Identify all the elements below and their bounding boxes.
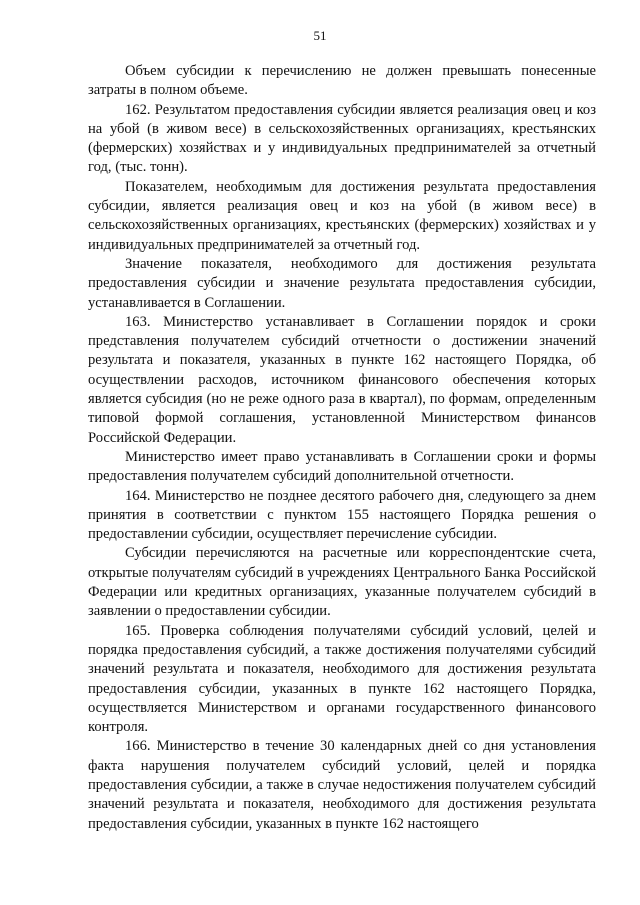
paragraph-166: 166. Министерство в течение 30 календарных дней со дня установления факта нарушения получателем субсидий условий, целей и порядка предоставления субсидии, а также в случае недостижения получателем субсидий значений результата и показателя, необходимого для достижения результата предоставления субсидии, указанных в пункте 162 настоящего [88,738,596,832]
paragraph-additional-reporting: Министерство имеет право устанавливать в Соглашении сроки и формы предоставления получателем субсидий дополнительной отчетности. [88,448,596,485]
document-body [88,62,596,834]
paragraph-165: 165. Проверка соблюдения получателями субсидий условий, целей и порядка предоставления субсидий, а также достижения получателями субсидий значений результата и показателя, необходимого для достижения результата предоставления субсидии, указанных в пункте 162 настоящего Порядка, осуществляется Министерством и органами государственного финансового контроля. [88,622,596,736]
page-number: 51 [313,28,327,43]
paragraph-indicator-value: Значение показателя, необходимого для достижения результата предоставления субсидии и значение результата предоставления субсидии, устанавливается в Соглашении. [88,255,596,311]
paragraph-164: 164. Министерство не позднее десятого рабочего дня, следующего за днем принятия в соответствии с пунктом 155 настоящего Порядка решения о предоставлении субсидии, осуществляет перечисление субсидии. [88,487,596,543]
paragraph-accounts: Субсидии перечисляются на расчетные или корреспондентские счета, открытые получателям субсидий в учреждениях Центрального Банка Российской Федерации или кредитных организациях, указанные получателем субсидий в заявлении о предоставлении субсидии. [88,545,596,620]
paragraph-indicator: Показателем, необходимым для достижения результата предоставления субсидии, является реализация овец и коз на убой (в живом весе) в сельскохозяйственных организациях, крестьянских (фермерских) хозяйствах и у индивидуальных предпринимателей за отчетный год. [88,178,596,253]
paragraph-162: 162. Результатом предоставления субсидии является реализация овец и коз на убой (в живом весе) в сельскохозяйственных организациях, крестьянских (фермерских) хозяйствах и у индивидуальных предпринимателей за отчетный год, (тыс. тонн). [88,101,596,176]
paragraph-subsidy-volume: Объем субсидии к перечислению не должен превышать понесенные затраты в полном объеме. [88,63,596,99]
paragraph-163: 163. Министерство устанавливает в Соглашении порядок и сроки представления получателем субсидий отчетности о достижении значений результата и показателя, указанных в пункте 162 настоящего Порядка, об осуществлении расходов, источником финансового обеспечения которых является субсидия (но не реже одного раза в квартал), по формам, определенным типовой формой соглашения, установленной Министерством финансов Российской Федерации. [88,313,596,446]
